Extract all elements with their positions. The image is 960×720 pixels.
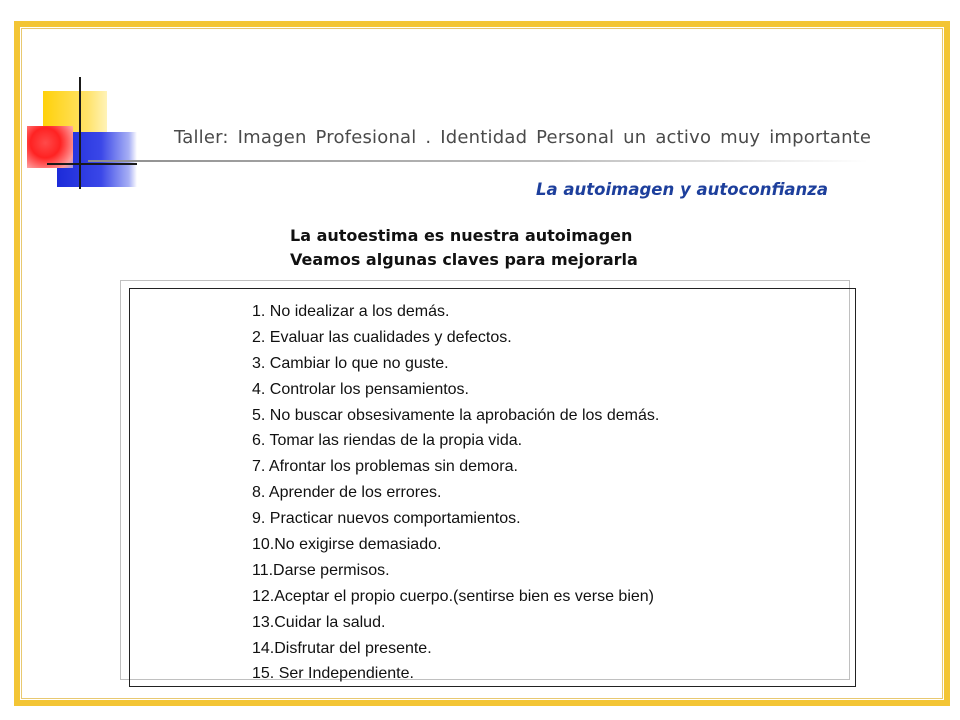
intro-line: La autoestima es nuestra autoimagen xyxy=(290,226,633,245)
list-item: 6. Tomar las riendas de la propia vida. xyxy=(252,432,523,450)
list-item: 11.Darse permisos. xyxy=(252,561,390,579)
list-item: 8. Aprender de los errores. xyxy=(252,484,442,502)
slide-title: Taller: Imagen Profesional . Identidad Personal un activo muy importante xyxy=(174,127,872,148)
list-item: 13.Cuidar la salud. xyxy=(252,613,386,631)
list-item: 4. Controlar los pensamientos. xyxy=(252,380,469,398)
list-item: 3. Cambiar lo que no guste. xyxy=(252,354,449,372)
list-item: 10.No exigirse demasiado. xyxy=(252,536,442,554)
slide-subtitle: La autoimagen y autoconfianza xyxy=(536,180,829,199)
list-item: 2. Evaluar las cualidades y defectos. xyxy=(252,328,512,346)
decorative-vertical-line xyxy=(79,77,81,189)
list-item: 5. No buscar obsesivamente la aprobación de los demás. xyxy=(252,406,660,424)
list-item: 14.Disfrutar del presente. xyxy=(252,639,432,657)
list-item: 12.Aceptar el propio cuerpo.(sentirse bien es verse bien) xyxy=(252,587,654,605)
title-underline xyxy=(88,160,868,162)
intro-text xyxy=(290,224,638,272)
intro-line: Veamos algunas claves para mejorarla xyxy=(290,250,638,269)
list-item: 15. Ser Independiente. xyxy=(252,665,414,683)
list-item: 1. No idealizar a los demás. xyxy=(252,303,450,320)
list-item: 7. Afrontar los problemas sin demora. xyxy=(252,458,518,476)
decorative-red-square xyxy=(27,126,73,168)
list-item: 9. Practicar nuevos comportamientos. xyxy=(252,510,521,528)
decorative-horizontal-line xyxy=(47,163,137,165)
tips-list xyxy=(252,299,659,687)
